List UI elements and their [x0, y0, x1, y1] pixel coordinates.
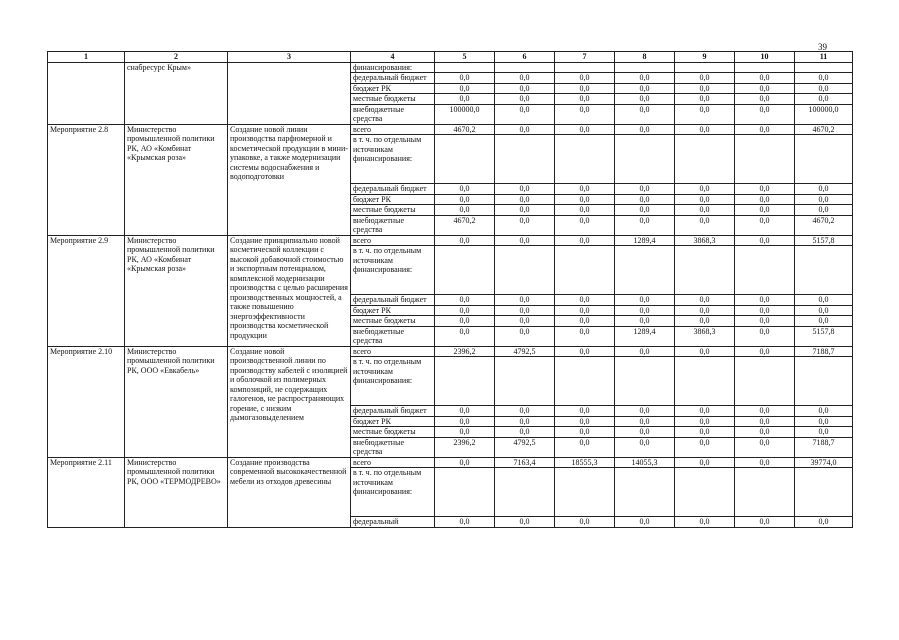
source-label-cell: бюджет РК [351, 305, 435, 316]
value-cell: 0,0 [435, 326, 495, 346]
value-cell: 14055,3 [615, 457, 675, 468]
value-cell: 0,0 [435, 457, 495, 468]
value-cell: 0,0 [555, 73, 615, 84]
measure-name-cell: Мероприятие 2.11 [48, 457, 125, 527]
value-cell [675, 62, 735, 73]
source-label-cell: внебюджетные средства [351, 215, 435, 235]
value-cell [555, 468, 615, 517]
value-cell: 0,0 [615, 406, 675, 417]
source-label-cell: в т. ч. по отдельным источникам финансирования: [351, 246, 435, 295]
value-cell: 0,0 [555, 124, 615, 135]
value-cell: 0,0 [735, 437, 795, 457]
value-cell: 4792,5 [495, 437, 555, 457]
source-label-cell: федеральный бюджет [351, 406, 435, 417]
value-cell [435, 468, 495, 517]
value-cell: 0,0 [435, 235, 495, 246]
value-cell [795, 135, 853, 184]
value-cell: 0,0 [735, 124, 795, 135]
source-label-cell: бюджет РК [351, 194, 435, 205]
value-cell [615, 135, 675, 184]
value-cell [495, 246, 555, 295]
value-cell: 0,0 [495, 316, 555, 327]
value-cell: 0,0 [495, 305, 555, 316]
value-cell: 0,0 [735, 73, 795, 84]
value-cell: 4670,2 [795, 124, 853, 135]
value-cell [495, 357, 555, 406]
source-label-cell: внебюджетные средства [351, 326, 435, 346]
value-cell: 0,0 [555, 83, 615, 94]
value-cell: 0,0 [615, 184, 675, 195]
value-cell: 0,0 [555, 406, 615, 417]
value-cell: 0,0 [675, 73, 735, 84]
value-cell [435, 62, 495, 73]
value-cell: 0,0 [735, 346, 795, 357]
value-cell [675, 357, 735, 406]
value-cell: 0,0 [675, 94, 735, 105]
column-header: 5 [435, 52, 495, 63]
value-cell: 0,0 [795, 517, 853, 528]
value-cell: 0,0 [435, 184, 495, 195]
value-cell: 0,0 [435, 316, 495, 327]
value-cell: 0,0 [735, 416, 795, 427]
measure-name-cell: Мероприятие 2.9 [48, 235, 125, 346]
value-cell: 0,0 [735, 205, 795, 216]
value-cell: 3868,3 [675, 235, 735, 246]
value-cell [795, 468, 853, 517]
value-cell [495, 62, 555, 73]
description-cell [228, 62, 351, 124]
value-cell: 0,0 [675, 517, 735, 528]
value-cell: 4670,2 [435, 215, 495, 235]
value-cell: 0,0 [735, 295, 795, 306]
table-row [48, 124, 853, 135]
value-cell: 0,0 [555, 416, 615, 427]
value-cell: 0,0 [795, 316, 853, 327]
value-cell: 0,0 [795, 205, 853, 216]
value-cell: 5157,8 [795, 326, 853, 346]
value-cell: 0,0 [495, 215, 555, 235]
measure-name-cell [48, 62, 125, 124]
column-header: 4 [351, 52, 435, 63]
value-cell: 0,0 [555, 184, 615, 195]
source-label-cell: всего [351, 346, 435, 357]
value-cell: 1289,4 [615, 326, 675, 346]
value-cell: 0,0 [735, 235, 795, 246]
value-cell: 0,0 [735, 194, 795, 205]
value-cell: 0,0 [615, 416, 675, 427]
source-label-cell: в т. ч. по отдельным источникам финансирования: [351, 357, 435, 406]
value-cell: 0,0 [435, 194, 495, 205]
value-cell: 0,0 [675, 346, 735, 357]
value-cell [675, 468, 735, 517]
value-cell: 0,0 [675, 104, 735, 124]
value-cell: 3868,3 [675, 326, 735, 346]
source-label-cell: местные бюджеты [351, 427, 435, 438]
value-cell: 7163,4 [495, 457, 555, 468]
column-header: 1 [48, 52, 125, 63]
column-header: 8 [615, 52, 675, 63]
source-label-cell: внебюджетные средства [351, 104, 435, 124]
value-cell: 0,0 [555, 346, 615, 357]
header-row [48, 52, 853, 63]
measure-name-cell: Мероприятие 2.10 [48, 346, 125, 457]
value-cell: 0,0 [555, 205, 615, 216]
value-cell: 0,0 [495, 416, 555, 427]
column-header: 3 [228, 52, 351, 63]
value-cell [615, 357, 675, 406]
source-label-cell: местные бюджеты [351, 316, 435, 327]
value-cell: 39774,0 [795, 457, 853, 468]
value-cell [795, 357, 853, 406]
value-cell: 0,0 [555, 427, 615, 438]
value-cell [735, 246, 795, 295]
value-cell: 0,0 [735, 215, 795, 235]
value-cell [675, 135, 735, 184]
value-cell: 7188,7 [795, 346, 853, 357]
value-cell: 0,0 [675, 457, 735, 468]
value-cell: 0,0 [435, 83, 495, 94]
value-cell: 0,0 [555, 517, 615, 528]
description-cell: Создание принципиально новой косметической коллекции с высокой добавочной стоимостью и экспортным потенциалом, комплексной модернизации производства с целью расширения производственных мощностей, а также повышению энергоэффективности производства косметической продукции [228, 235, 351, 346]
value-cell: 0,0 [735, 427, 795, 438]
value-cell: 100000,0 [795, 104, 853, 124]
source-label-cell: местные бюджеты [351, 94, 435, 105]
value-cell: 0,0 [795, 194, 853, 205]
value-cell: 0,0 [675, 184, 735, 195]
value-cell: 0,0 [435, 73, 495, 84]
value-cell: 0,0 [735, 316, 795, 327]
value-cell: 0,0 [435, 406, 495, 417]
value-cell: 0,0 [615, 295, 675, 306]
value-cell: 0,0 [555, 104, 615, 124]
value-cell [495, 468, 555, 517]
column-header: 10 [735, 52, 795, 63]
value-cell: 0,0 [675, 437, 735, 457]
source-label-cell: бюджет РК [351, 416, 435, 427]
value-cell: 0,0 [615, 517, 675, 528]
value-cell: 0,0 [495, 104, 555, 124]
value-cell [615, 246, 675, 295]
value-cell: 18555,3 [555, 457, 615, 468]
value-cell: 0,0 [435, 295, 495, 306]
value-cell: 0,0 [795, 94, 853, 105]
page-number: 39 [818, 42, 827, 52]
value-cell [795, 62, 853, 73]
value-cell: 0,0 [555, 194, 615, 205]
column-header: 7 [555, 52, 615, 63]
value-cell: 0,0 [495, 124, 555, 135]
value-cell: 0,0 [615, 205, 675, 216]
value-cell: 0,0 [675, 205, 735, 216]
value-cell: 0,0 [495, 194, 555, 205]
value-cell: 0,0 [555, 215, 615, 235]
value-cell: 0,0 [495, 94, 555, 105]
value-cell: 4670,2 [795, 215, 853, 235]
value-cell: 0,0 [555, 235, 615, 246]
column-header: 6 [495, 52, 555, 63]
source-label-cell: федеральный [351, 517, 435, 528]
value-cell: 0,0 [555, 295, 615, 306]
value-cell: 100000,0 [435, 104, 495, 124]
value-cell: 0,0 [495, 235, 555, 246]
value-cell: 0,0 [495, 326, 555, 346]
value-cell: 0,0 [615, 194, 675, 205]
description-cell: Создание новой производственной линии по производству кабелей с изоляцией и оболочкой из полимерных композиций, не содержащих галогенов, не распространяющих горение, с низким дымогазовыделением [228, 346, 351, 457]
value-cell: 0,0 [735, 184, 795, 195]
value-cell: 0,0 [795, 406, 853, 417]
source-label-cell: внебюджетные средства [351, 437, 435, 457]
value-cell: 4670,2 [435, 124, 495, 135]
value-cell [735, 135, 795, 184]
source-label-cell: всего [351, 457, 435, 468]
value-cell: 0,0 [675, 305, 735, 316]
value-cell [735, 62, 795, 73]
value-cell: 0,0 [675, 295, 735, 306]
value-cell [555, 62, 615, 73]
value-cell: 0,0 [795, 295, 853, 306]
table-row [48, 457, 853, 468]
value-cell [735, 468, 795, 517]
value-cell: 0,0 [675, 427, 735, 438]
value-cell: 0,0 [555, 437, 615, 457]
value-cell: 0,0 [615, 215, 675, 235]
description-cell: Создание производства современной высококачественной мебели из отходов древесины [228, 457, 351, 527]
source-label-cell: федеральный бюджет [351, 73, 435, 84]
source-label-cell: всего [351, 235, 435, 246]
value-cell: 0,0 [735, 406, 795, 417]
value-cell [615, 62, 675, 73]
financing-table [47, 51, 853, 528]
table-body [48, 52, 853, 528]
source-label-cell: в т. ч. по отдельным источникам финансирования: [351, 468, 435, 517]
measure-name-cell: Мероприятие 2.8 [48, 124, 125, 235]
value-cell: 0,0 [615, 73, 675, 84]
value-cell: 0,0 [435, 416, 495, 427]
source-label-cell: местные бюджеты [351, 205, 435, 216]
value-cell: 0,0 [615, 427, 675, 438]
value-cell: 0,0 [795, 184, 853, 195]
value-cell: 0,0 [675, 194, 735, 205]
value-cell: 0,0 [675, 215, 735, 235]
value-cell: 0,0 [615, 437, 675, 457]
value-cell: 0,0 [435, 305, 495, 316]
value-cell: 0,0 [555, 94, 615, 105]
value-cell: 0,0 [435, 94, 495, 105]
source-label-cell: бюджет РК [351, 83, 435, 94]
value-cell: 0,0 [735, 517, 795, 528]
value-cell: 0,0 [615, 94, 675, 105]
value-cell: 0,0 [495, 406, 555, 417]
value-cell: 0,0 [495, 517, 555, 528]
column-header: 2 [125, 52, 228, 63]
value-cell [495, 135, 555, 184]
source-label-cell: федеральный бюджет [351, 295, 435, 306]
value-cell: 7188,7 [795, 437, 853, 457]
value-cell [555, 135, 615, 184]
source-label-cell: финансирования: [351, 62, 435, 73]
value-cell: 0,0 [675, 416, 735, 427]
value-cell: 0,0 [735, 326, 795, 346]
executor-cell: Министерство промышленной политики РК, ООО «Евкабель» [125, 346, 228, 457]
value-cell: 0,0 [675, 124, 735, 135]
value-cell: 0,0 [735, 83, 795, 94]
value-cell: 0,0 [495, 295, 555, 306]
value-cell: 0,0 [795, 83, 853, 94]
value-cell: 0,0 [495, 205, 555, 216]
value-cell: 0,0 [615, 83, 675, 94]
column-header: 9 [675, 52, 735, 63]
executor-cell: Министерство промышленной политики РК, ООО «ТЕРМОДРЕВО» [125, 457, 228, 527]
value-cell: 0,0 [795, 305, 853, 316]
value-cell: 0,0 [615, 316, 675, 327]
value-cell [555, 357, 615, 406]
value-cell: 5157,8 [795, 235, 853, 246]
source-label-cell: в т. ч. по отдельным источникам финансирования: [351, 135, 435, 184]
value-cell: 0,0 [735, 94, 795, 105]
value-cell: 0,0 [675, 83, 735, 94]
column-header: 11 [795, 52, 853, 63]
value-cell [675, 246, 735, 295]
value-cell: 0,0 [495, 73, 555, 84]
value-cell [435, 246, 495, 295]
value-cell [555, 246, 615, 295]
value-cell: 0,0 [675, 316, 735, 327]
value-cell: 0,0 [615, 104, 675, 124]
source-label-cell: всего [351, 124, 435, 135]
value-cell: 0,0 [555, 326, 615, 346]
value-cell: 0,0 [735, 305, 795, 316]
value-cell: 0,0 [615, 124, 675, 135]
value-cell [435, 135, 495, 184]
executor-cell: снабресурс Крым» [125, 62, 228, 124]
value-cell: 0,0 [735, 104, 795, 124]
value-cell: 0,0 [435, 517, 495, 528]
value-cell: 0,0 [615, 305, 675, 316]
value-cell [435, 357, 495, 406]
value-cell: 0,0 [495, 83, 555, 94]
description-cell: Создание новой линии производства парфюмерной и косметической продукции в мини-упаковке, а также модернизации системы водоснабжения и водоподготовки [228, 124, 351, 235]
value-cell: 1289,4 [615, 235, 675, 246]
value-cell: 0,0 [435, 427, 495, 438]
value-cell: 0,0 [795, 73, 853, 84]
source-label-cell: федеральный бюджет [351, 184, 435, 195]
table-row [48, 235, 853, 246]
value-cell: 2396,2 [435, 437, 495, 457]
value-cell: 0,0 [735, 457, 795, 468]
value-cell: 0,0 [555, 305, 615, 316]
value-cell: 0,0 [435, 205, 495, 216]
value-cell: 4792,5 [495, 346, 555, 357]
executor-cell: Министерство промышленной политики РК, АО «Комбинат «Крымская роза» [125, 124, 228, 235]
value-cell [735, 357, 795, 406]
value-cell: 0,0 [615, 346, 675, 357]
value-cell: 0,0 [675, 406, 735, 417]
table-row [48, 62, 853, 73]
value-cell: 2396,2 [435, 346, 495, 357]
table-row [48, 346, 853, 357]
value-cell [795, 246, 853, 295]
executor-cell: Министерство промышленной политики РК, АО «Комбинат «Крымская роза» [125, 235, 228, 346]
value-cell: 0,0 [555, 316, 615, 327]
value-cell [615, 468, 675, 517]
value-cell: 0,0 [495, 427, 555, 438]
value-cell: 0,0 [795, 427, 853, 438]
value-cell: 0,0 [495, 184, 555, 195]
value-cell: 0,0 [795, 416, 853, 427]
